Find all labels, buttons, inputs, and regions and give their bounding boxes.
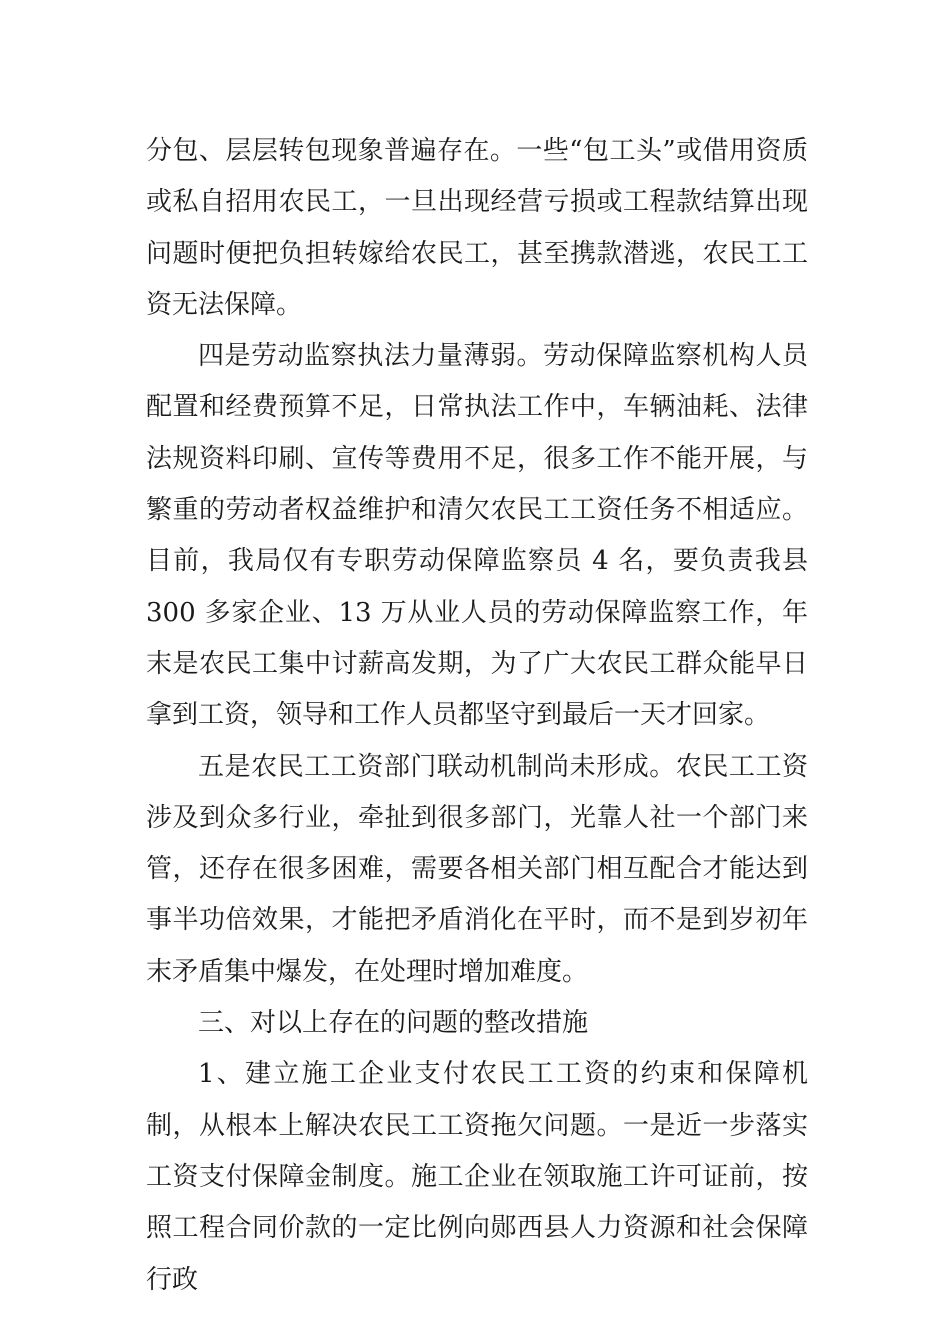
section-heading-rectification: 三、对以上存在的问题的整改措施: [198, 1008, 589, 1039]
paragraph-linkage-mechanism: 五是农民工工资部门联动机制尚未形成。农民工工资涉及到众多行业，牵扯到很多部门，光靠人社一个部门来管，还存在很多困难，需要各相关部门相互配合才能达到事半功倍效果，才能把矛盾消化在平时，而不是到岁初年末矛盾集中爆发，在处理时增加难度。: [146, 751, 808, 987]
paragraph-subcontracting: 分包、层层转包现象普遍存在。一些“包工头”或借用资质或私自招用农民工，一旦出现经营亏损或工程款结算出现问题时便把负担转嫁给农民工，甚至携款潜逃，农民工工资无法保障。: [146, 136, 808, 320]
paragraph-measure-1: 1、建立施工企业支付农民工工资的约束和保障机制，从根本上解决农民工工资拖欠问题。一是近一步落实工资支付保障金制度。施工企业在领取施工许可证前，按照工程合同价款的一定比例向郧西县人力资源和社会保障行政: [146, 1059, 808, 1295]
paragraph-labor-supervision: 四是劳动监察执法力量薄弱。劳动保障监察机构人员配置和经费预算不足，日常执法工作中，车辆油耗、法律法规资料印刷、宣传等费用不足，很多工作不能开展，与繁重的劳动者权益维护和清欠农民工工资任务不相适应。目前，我局仅有专职劳动保障监察员 4 名，要负责我县 300 多家企业、13 万从业人员的劳动保障监察工作，年末是农民工集中讨薪高发期，为了广大农民工群众能早日拿到工资，领导和工作人员都坚守到最后一天才回家。: [146, 341, 808, 731]
document-body: [146, 126, 808, 1306]
